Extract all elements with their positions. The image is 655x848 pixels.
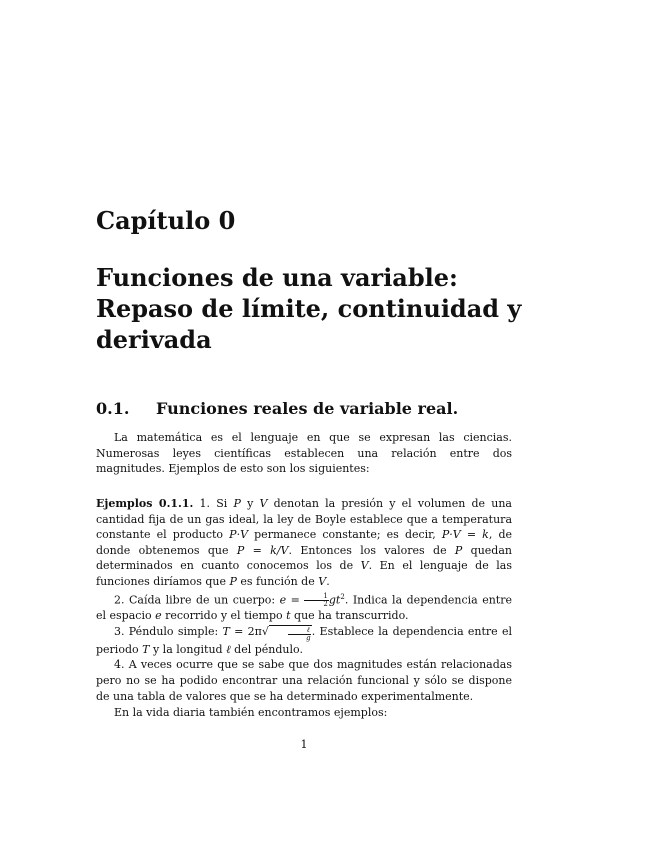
intro-paragraph: [96, 430, 512, 477]
chapter-title-line: Repaso de límite, continuidad y: [96, 294, 522, 323]
closing-text: En la vida diaria también encontramos ejemplos:: [114, 706, 388, 719]
section-heading: [96, 399, 458, 418]
chapter-title: [96, 262, 521, 355]
closing-paragraph: [96, 705, 512, 721]
example-3: 3. Péndulo simple: T = 2π√ $\frac{\text{ℓ}}{g}$ . Establece la dependencia entre el periodo T y la longitud ℓ del péndulo.: [96, 624, 512, 656]
fraction: $\frac{1}{2}$: [304, 593, 328, 608]
chapter-title-line: Funciones de una variable:: [96, 263, 458, 292]
examples-block: [96, 496, 512, 704]
example-4: 4. A veces ocurre que se sabe que dos magnitudes están relacionadas pero no se ha podido encontrar una relación funcional y sólo se dispone de una tabla de valores que se ha determinado experimentalmente.: [96, 658, 512, 703]
intro-text: La matemática es el lenguaje en que se expresan las ciencias. Numerosas leyes científicas establecen una relación entre dos magnitudes. Ejemplos de esto son los siguientes:: [96, 431, 512, 476]
sqrt-sign-icon: √: [261, 624, 269, 638]
chapter-title-line: derivada: [96, 325, 212, 354]
page-number: 1: [300, 738, 308, 751]
fraction: $\frac{\text{ℓ}}{g}$: [288, 627, 311, 642]
section-title: Funciones reales de variable real.: [156, 399, 459, 418]
sqrt-radicand: [269, 625, 312, 642]
examples-heading: Ejemplos 0.1.1.: [96, 497, 194, 510]
section-number: 0.1.: [96, 399, 130, 418]
example-1: Ejemplos 0.1.1. 1. Si P y V denotan la presión y el volumen de una cantidad fija de un gas ideal, la ley de Boyle establece que a temperatura constante el producto P·V permanece constante; es decir, P·V = k, de donde obtenemos que P = k/V. Entonces los valores de P quedan determinados en cuanto conocemos los de V. En el lenguaje de las funciones diríamos que P es función de V.: [96, 497, 513, 588]
example-2: 2. Caída libre de un cuerpo: e = $\frac{1}{2}$ $gt^2$. Indica la dependencia entre el espacio e recorrido y el tiempo t que ha transcurrido.: [96, 592, 512, 623]
chapter-label: Capítulo 0: [96, 206, 236, 235]
